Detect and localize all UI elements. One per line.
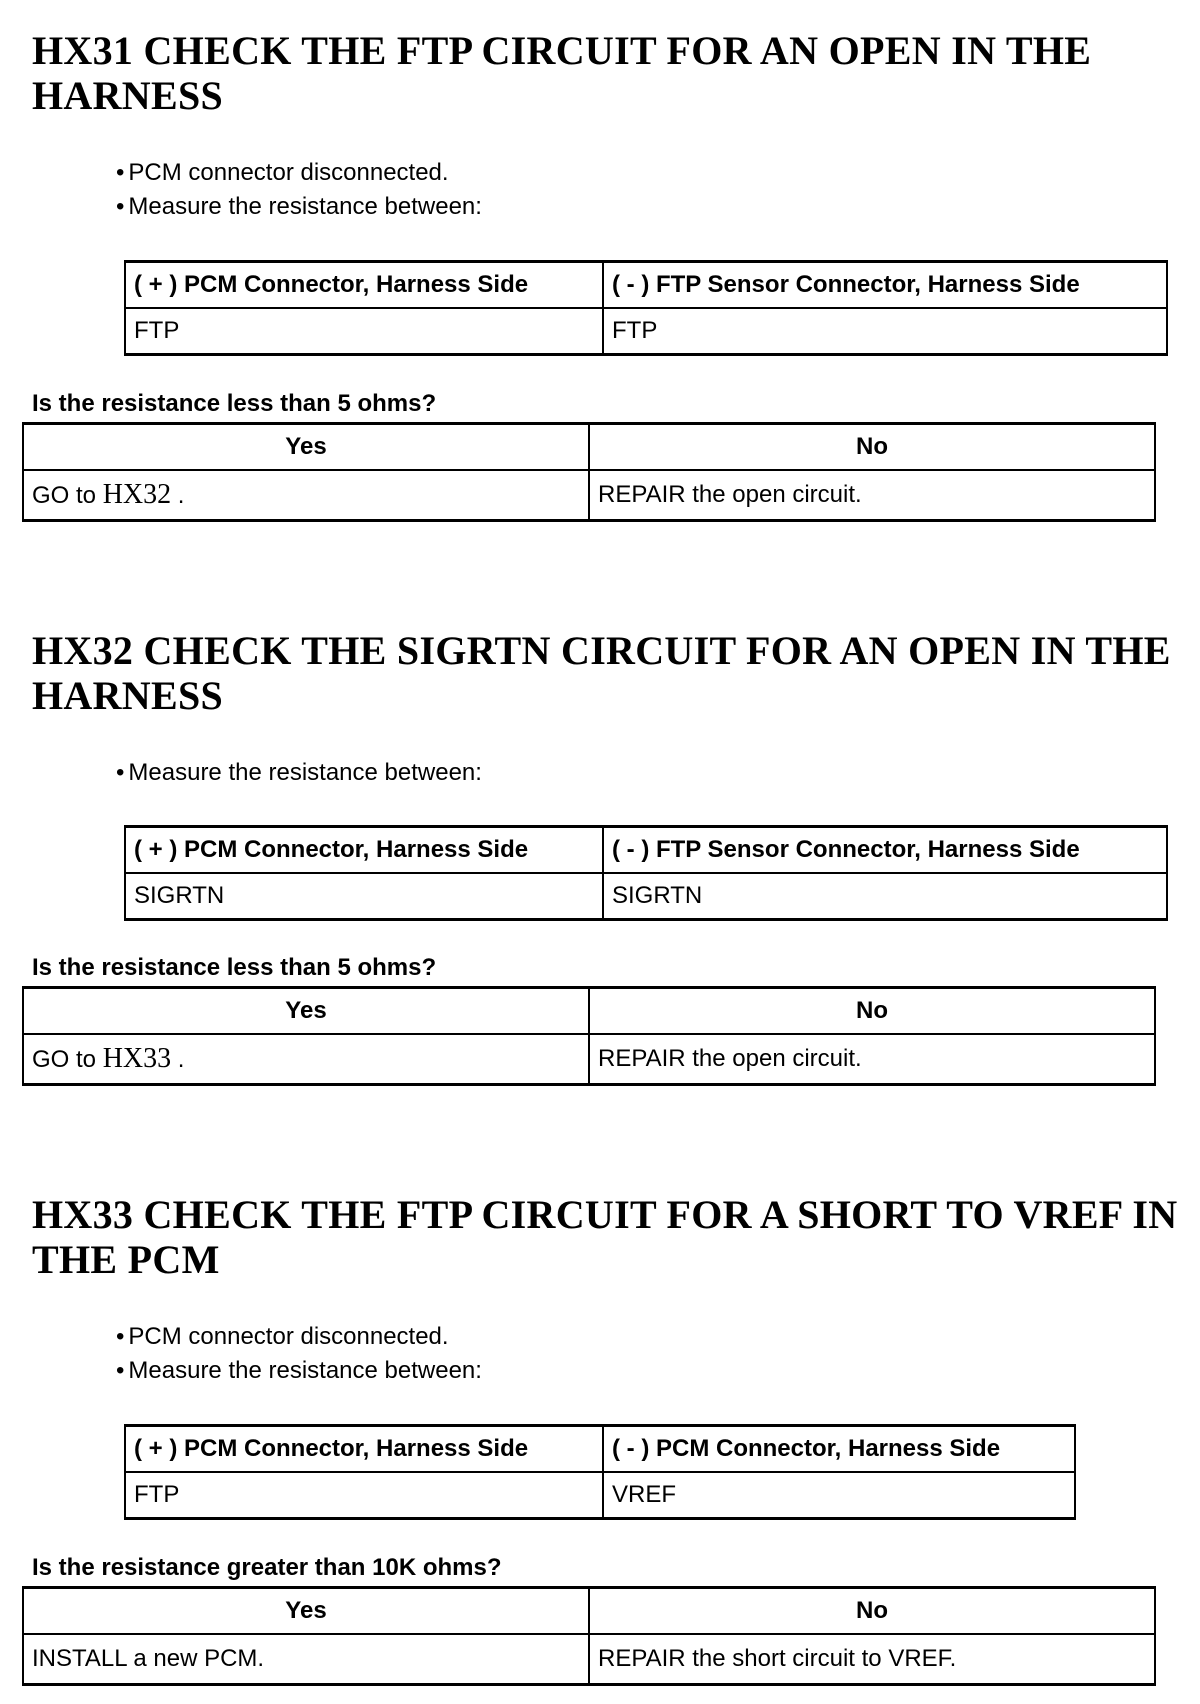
connector-header-positive: ( + ) PCM Connector, Harness Side bbox=[125, 262, 603, 309]
yes-action bbox=[23, 470, 589, 521]
instruction-list bbox=[116, 756, 482, 790]
goto-hx33-link[interactable]: HX33 bbox=[102, 1043, 172, 1074]
connector-cell-positive: FTP bbox=[125, 1472, 603, 1519]
instruction-list bbox=[116, 1320, 482, 1388]
connector-table bbox=[124, 1424, 1076, 1520]
no-action: REPAIR the open circuit. bbox=[589, 470, 1155, 521]
connector-table bbox=[124, 825, 1168, 921]
yes-header: Yes bbox=[23, 424, 589, 471]
yes-action-suffix: . bbox=[171, 482, 185, 509]
resistance-question: Is the resistance less than 5 ohms? bbox=[32, 954, 437, 981]
connector-header-negative: ( - ) FTP Sensor Connector, Harness Side bbox=[603, 827, 1167, 874]
yes-action: INSTALL a new PCM. bbox=[23, 1634, 589, 1685]
connector-cell-negative: SIGRTN bbox=[603, 873, 1167, 920]
section-heading: HX33 CHECK THE FTP CIRCUIT FOR A SHORT TO VREF IN THE PCM bbox=[32, 1192, 1178, 1282]
resistance-question: Is the resistance less than 5 ohms? bbox=[32, 390, 437, 417]
yes-action-prefix: GO to bbox=[32, 482, 103, 509]
answer-table bbox=[22, 422, 1156, 522]
connector-header-negative: ( - ) FTP Sensor Connector, Harness Side bbox=[603, 262, 1167, 309]
yes-action bbox=[23, 1034, 589, 1085]
no-header: No bbox=[589, 988, 1155, 1035]
connector-table bbox=[124, 260, 1168, 356]
connector-header-positive: ( + ) PCM Connector, Harness Side bbox=[125, 827, 603, 874]
section-heading: HX32 CHECK THE SIGRTN CIRCUIT FOR AN OPEN IN THE HARNESS bbox=[32, 628, 1171, 718]
resistance-question: Is the resistance greater than 10K ohms? bbox=[32, 1554, 502, 1581]
connector-cell-positive: FTP bbox=[125, 308, 603, 355]
no-action: REPAIR the short circuit to VREF. bbox=[589, 1634, 1155, 1685]
connector-cell-negative: VREF bbox=[603, 1472, 1075, 1519]
connector-cell-positive: SIGRTN bbox=[125, 873, 603, 920]
instruction-list bbox=[116, 156, 482, 224]
yes-action-prefix: GO to bbox=[32, 1046, 103, 1073]
answer-table bbox=[22, 986, 1156, 1086]
yes-header: Yes bbox=[23, 1588, 589, 1635]
instruction-item: • Measure the resistance between: bbox=[116, 1354, 482, 1388]
section-heading: HX31 CHECK THE FTP CIRCUIT FOR AN OPEN IN THE HARNESS bbox=[32, 28, 1092, 118]
no-header: No bbox=[589, 1588, 1155, 1635]
instruction-item: • PCM connector disconnected. bbox=[116, 1320, 482, 1354]
no-action: REPAIR the open circuit. bbox=[589, 1034, 1155, 1085]
instruction-item: • Measure the resistance between: bbox=[116, 190, 482, 224]
instruction-item: • PCM connector disconnected. bbox=[116, 156, 482, 190]
goto-hx32-link[interactable]: HX32 bbox=[102, 479, 172, 510]
yes-action-suffix: . bbox=[171, 1046, 185, 1073]
connector-cell-negative: FTP bbox=[603, 308, 1167, 355]
no-header: No bbox=[589, 424, 1155, 471]
answer-table bbox=[22, 1586, 1156, 1686]
instruction-item: • Measure the resistance between: bbox=[116, 756, 482, 790]
yes-header: Yes bbox=[23, 988, 589, 1035]
connector-header-positive: ( + ) PCM Connector, Harness Side bbox=[125, 1426, 603, 1473]
connector-header-negative: ( - ) PCM Connector, Harness Side bbox=[603, 1426, 1075, 1473]
